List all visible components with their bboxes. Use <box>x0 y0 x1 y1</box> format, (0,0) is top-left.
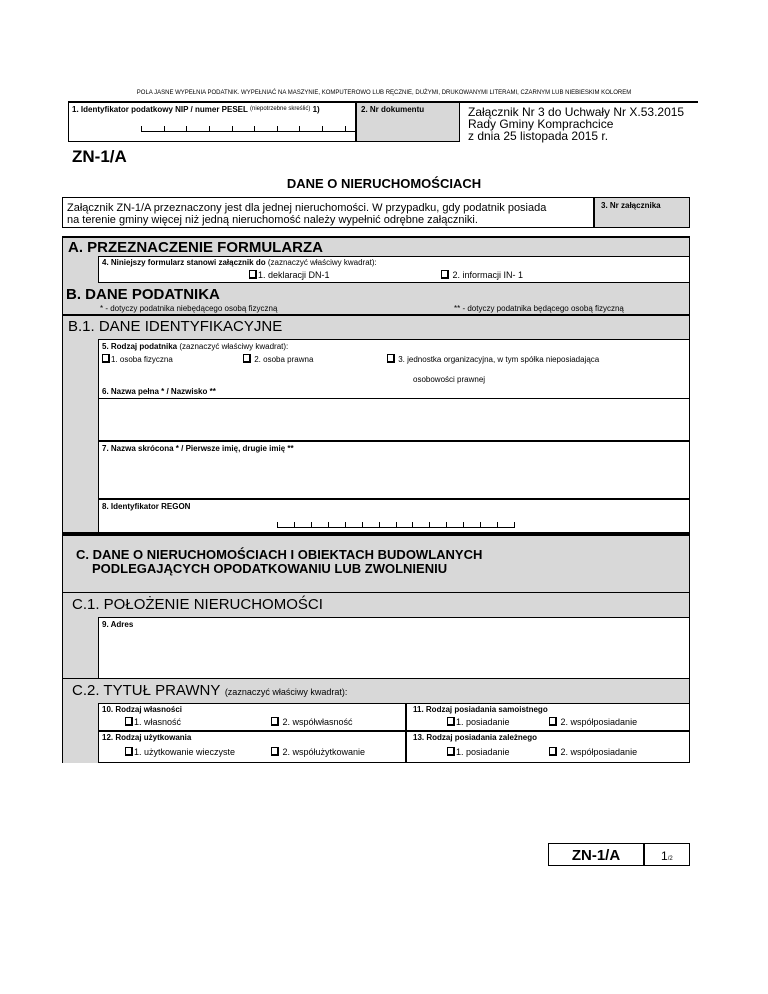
option-natural-person[interactable] <box>102 354 173 364</box>
field-5 <box>98 339 690 399</box>
digit-tick <box>446 522 447 527</box>
option-in1-label: 2. informacji IN- 1 <box>452 270 524 280</box>
digit-tick <box>311 522 312 527</box>
field-4-note: (zaznaczyć właściwy kwadrat): <box>267 258 377 267</box>
digit-tick <box>322 126 323 131</box>
resolution-line-3: z dnia 25 listopada 2015 r. <box>468 129 609 143</box>
section-b-note-left: * - dotyczy podatnika niebędącego osobą fizyczną <box>100 304 278 313</box>
option-co-usufruct-label: 2. współużytkowanie <box>282 747 366 757</box>
field-13-label: 13. Rodzaj posiadania zależnego <box>413 733 538 742</box>
digit-tick <box>141 126 142 131</box>
resolution-line-2: Rady Gminy Komprachcice <box>468 117 614 131</box>
option-organizational-unit-cont: osobowości prawnej <box>413 375 486 384</box>
digit-tick <box>299 126 300 131</box>
regon-input[interactable] <box>98 499 690 533</box>
field-8-label: 8. Identyfikator REGON <box>102 502 191 511</box>
field-7-label: 7. Nazwa skrócona * / Pierwsze imię, drugie imię ** <box>102 444 294 453</box>
checkbox-independent-co-possession[interactable] <box>549 717 557 726</box>
section-b-note-right: ** - dotyczy podatnika będącego osobą fizyczną <box>454 304 624 313</box>
option-independent-co-possession[interactable] <box>549 717 637 727</box>
digit-tick <box>429 522 430 527</box>
digit-tick <box>379 522 380 527</box>
section-c2-heading <box>72 682 347 700</box>
nip-digit-ticks <box>141 126 391 132</box>
section-a-rule <box>62 236 690 238</box>
option-independent-co-possession-label: 2. współposiadanie <box>560 717 638 727</box>
digit-tick <box>186 126 187 131</box>
option-organizational-unit[interactable] <box>387 354 599 364</box>
checkbox-dependent-possession[interactable] <box>447 747 455 756</box>
checkbox-legal-person[interactable] <box>243 354 251 363</box>
digit-tick <box>412 522 413 527</box>
option-legal-person[interactable] <box>243 354 313 364</box>
digit-tick <box>497 522 498 527</box>
field-10 <box>98 703 406 731</box>
field-5-note: (zaznaczyć właściwy kwadrat): <box>179 342 289 351</box>
option-co-usufruct[interactable] <box>271 747 365 757</box>
option-co-ownership-label: 2. współwłasność <box>282 717 353 727</box>
nip-pesel-label: 1. Identyfikator podatkowy NIP / numer PESEL <box>72 105 248 114</box>
option-natural-person-label: 1. osoba fizyczna <box>111 355 173 364</box>
option-dependent-co-possession-label: 2. współposiadanie <box>560 747 638 757</box>
checkbox-co-ownership[interactable] <box>271 717 279 726</box>
intro-box <box>62 197 594 228</box>
checkbox-dependent-co-possession[interactable] <box>549 747 557 756</box>
resolution-note <box>468 106 684 142</box>
section-c-title <box>76 548 482 576</box>
form-code: ZN-1/A <box>72 147 127 166</box>
option-dependent-possession[interactable] <box>447 747 510 757</box>
checkbox-in1[interactable] <box>441 270 449 279</box>
option-co-ownership[interactable] <box>271 717 353 727</box>
section-c-title-line-2: PODLEGAJĄCYCH OPODATKOWANIU LUB ZWOLNIENIU <box>92 561 448 576</box>
checkbox-dn1[interactable] <box>249 270 257 279</box>
option-dn1[interactable] <box>249 270 330 280</box>
option-organizational-unit-label: 3. jednostka organizacyjna, w tym spółka nieposiadająca <box>398 355 600 364</box>
field-4-label: 4. Niniejszy formularz stanowi załącznik do <box>102 258 266 267</box>
digit-tick <box>209 126 210 131</box>
digit-tick <box>164 126 165 131</box>
document-number-label: 2. Nr dokumentu <box>361 105 425 114</box>
top-notice: POLA JASNE WYPEŁNIA PODATNIK. WYPEŁNIAĆ NA MASZYNIE, KOMPUTEROWO LUB RĘCZNIE, DUŻYMI, DRUKOWANYMI LITERAMI, CZARNYM LUB NIEBIESKIM KOLOREM <box>136 90 632 96</box>
section-c-title-line-1: C. DANE O NIERUCHOMOŚCIACH I OBIEKTACH BUDOWLANYCH <box>76 547 483 562</box>
section-c1-title: C.1. POŁOŻENIE NIERUCHOMOŚCI <box>72 596 323 613</box>
nip-pesel-field[interactable] <box>68 102 356 142</box>
option-perpetual-usufruct[interactable] <box>125 747 235 757</box>
checkbox-co-usufruct[interactable] <box>271 747 279 756</box>
regon-digit-ticks <box>277 522 515 528</box>
option-independent-possession-label: 1. posiadanie <box>456 717 510 727</box>
checkbox-ownership[interactable] <box>125 717 133 726</box>
nip-pesel-note: (niepotrzebne skreślić) <box>249 106 311 112</box>
option-ownership-label: 1. własność <box>134 717 182 727</box>
field-4 <box>98 256 690 283</box>
document-number-field[interactable] <box>356 102 460 142</box>
section-c2-note: (zaznaczyć właściwy kwadrat): <box>224 687 348 697</box>
digit-tick <box>345 522 346 527</box>
option-independent-possession[interactable] <box>447 717 510 727</box>
checkbox-natural-person[interactable] <box>102 354 110 363</box>
option-dependent-co-possession[interactable] <box>549 747 637 757</box>
field-11-label: 11. Rodzaj posiadania samoistnego <box>413 705 548 714</box>
section-c-rule <box>63 534 689 536</box>
footer-page-box <box>644 843 690 866</box>
option-dependent-possession-label: 1. posiadanie <box>456 747 510 757</box>
digit-tick <box>480 522 481 527</box>
field-5-label: 5. Rodzaj podatnika <box>102 342 178 351</box>
full-name-input[interactable] <box>98 399 690 441</box>
footer-form-code-box <box>548 843 644 866</box>
field-10-label: 10. Rodzaj własności <box>102 705 183 714</box>
checkbox-organizational-unit[interactable] <box>387 354 395 363</box>
digit-tick <box>254 126 255 131</box>
digit-tick <box>232 126 233 131</box>
checkbox-perpetual-usufruct[interactable] <box>125 747 133 756</box>
footer-page-number: 1 <box>661 849 668 863</box>
section-b-title: B. DANE PODATNIKA <box>66 286 220 303</box>
digit-tick <box>294 522 295 527</box>
field-9-label: 9. Adres <box>102 620 134 629</box>
digit-tick <box>277 522 278 527</box>
section-a-title: A. PRZEZNACZENIE FORMULARZA <box>68 239 323 256</box>
option-legal-person-label: 2. osoba prawna <box>254 355 314 364</box>
digit-tick <box>277 126 278 131</box>
footer-form-code: ZN-1/A <box>571 847 621 864</box>
attachment-number-label: 3. Nr załącznika <box>601 201 661 210</box>
digit-tick <box>463 522 464 527</box>
attachment-number-field[interactable] <box>594 197 690 228</box>
field-11 <box>406 703 690 731</box>
section-b1-title: B.1. DANE IDENTYFIKACYJNE <box>68 318 283 335</box>
option-perpetual-usufruct-label: 1. użytkowanie wieczyste <box>134 747 236 757</box>
main-title: DANE O NIERUCHOMOŚCIACH <box>286 176 482 191</box>
digit-tick <box>328 522 329 527</box>
field-13 <box>406 731 690 763</box>
field-12-label: 12. Rodzaj użytkowania <box>102 733 192 742</box>
address-input[interactable] <box>98 617 690 679</box>
section-c2-title: C.2. TYTUŁ PRAWNY <box>72 682 221 699</box>
checkbox-independent-possession[interactable] <box>447 717 455 726</box>
field-6-label: 6. Nazwa pełna * / Nazwisko ** <box>102 387 216 396</box>
digit-tick <box>514 522 515 527</box>
footer-page-total: /2 <box>667 856 673 862</box>
option-ownership[interactable] <box>125 717 181 727</box>
resolution-line-1: Załącznik Nr 3 do Uchwały Nr X.53.2015 <box>468 105 685 119</box>
digit-tick <box>396 522 397 527</box>
digit-tick <box>345 126 346 131</box>
short-name-input[interactable] <box>98 441 690 499</box>
option-dn1-label: 1. deklaracji DN-1 <box>258 270 330 280</box>
field-12 <box>98 731 406 763</box>
intro-line-2: na terenie gminy więcej niż jedną nieruchomość należy wypełnić odrębne załączniki. <box>67 214 478 226</box>
intro-line-1: Załącznik ZN-1/A przeznaczony jest dla jednej nieruchomości. W przypadku, gdy podatnik posiada <box>67 202 547 214</box>
nip-pesel-marker: 1) <box>312 105 320 114</box>
option-in1[interactable] <box>441 270 523 280</box>
digit-tick <box>362 522 363 527</box>
